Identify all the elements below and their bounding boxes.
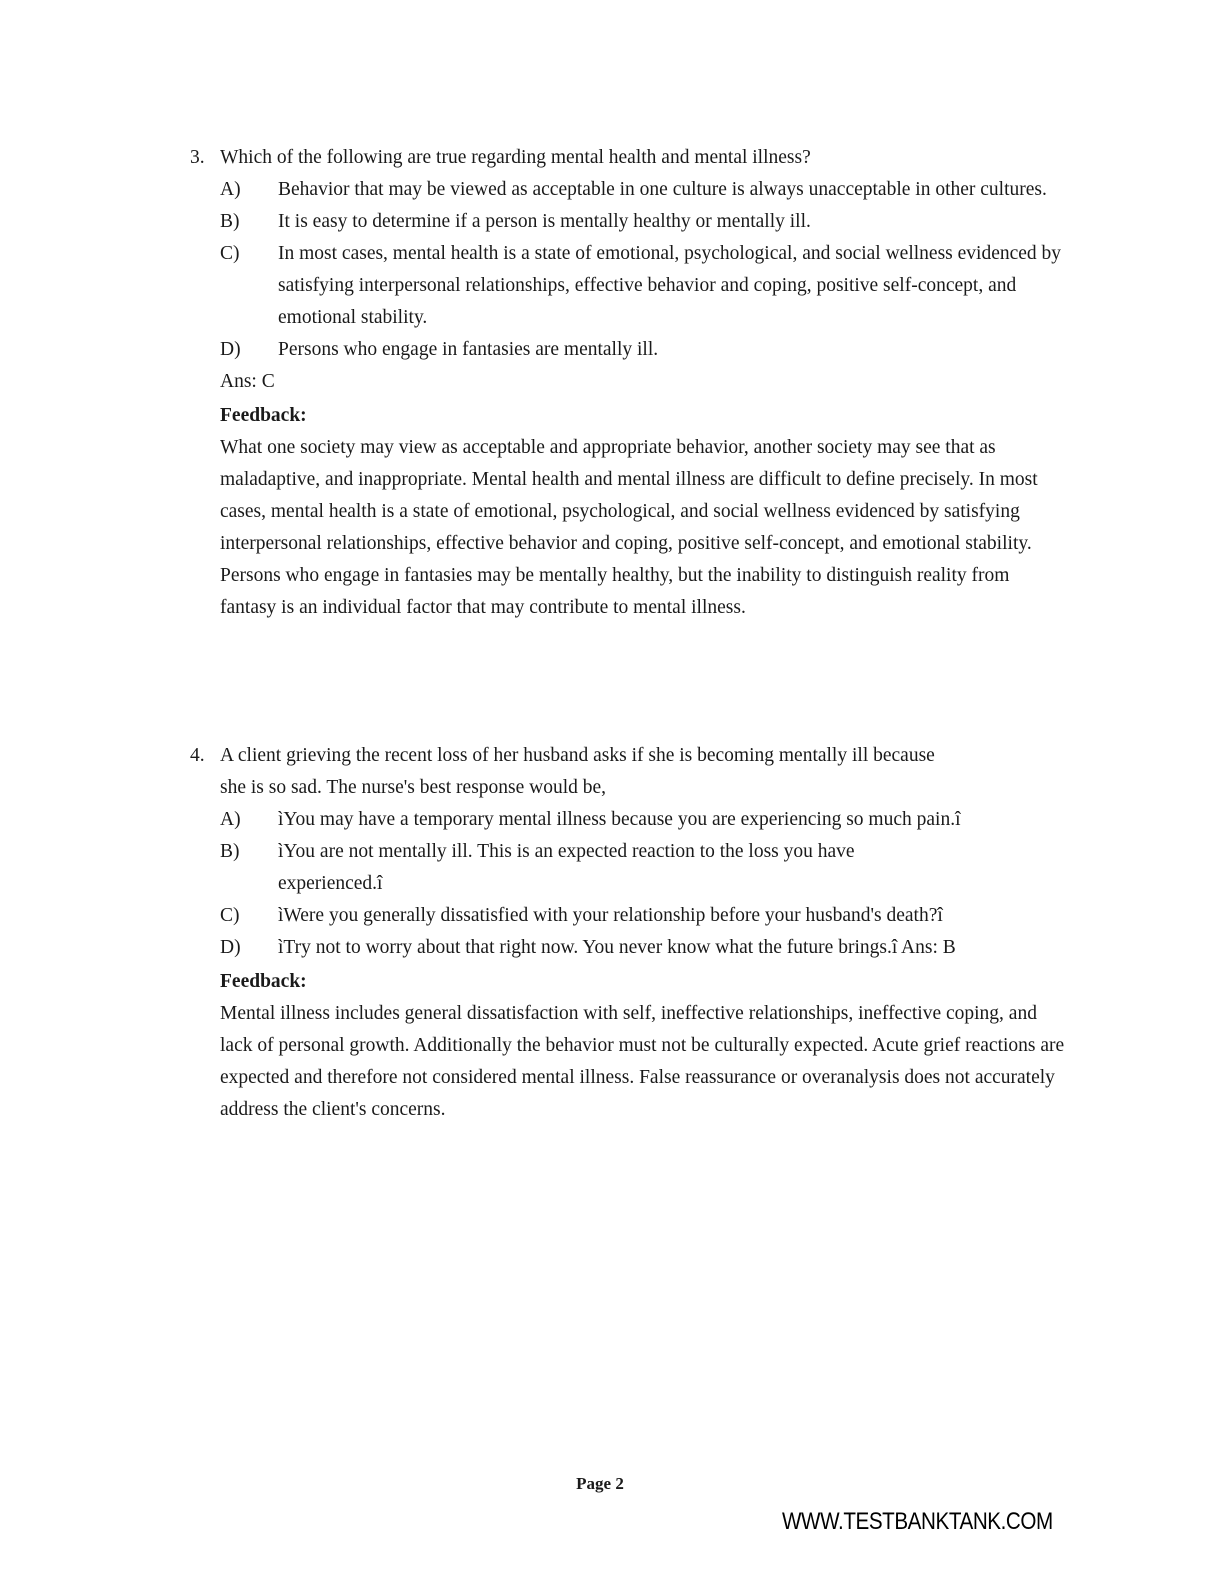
option-d [220, 334, 1070, 366]
feedback-text: What one society may view as acceptable and appropriate behavior, another society may see that as maladaptive, and inappropriate. Mental health and mental illness are difficult to define precisely. In most cases, mental health is a state of emotional, psychological, and social wellness evidenced by satisfying interpersonal relationships, effective behavior and coping, positive self-concept, and emotional stability. Persons who engage in fantasies may be mentally healthy, but the inability to distinguish reality from fantasy is an individual factor that may contribute to mental illness. [220, 437, 1038, 618]
option-b [220, 836, 1070, 900]
footer-website: WWW.TESTBANKTANK.COM [782, 1508, 1053, 1535]
option-letter: C) [220, 905, 240, 926]
option-text: ìTry not to worry about that right now. You never know what the future brings.î Ans: B [278, 937, 956, 958]
option-letter: A) [220, 179, 241, 200]
option-letter: B) [220, 841, 240, 862]
question-3 [190, 142, 1070, 624]
answer-options [220, 804, 1070, 964]
option-text: Behavior that may be viewed as acceptable in one culture is always unacceptable in other cultures. [278, 179, 1047, 200]
option-text: Persons who engage in fantasies are mentally ill. [278, 339, 659, 360]
option-text: ìYou may have a temporary mental illness because you are experiencing so much pain.î [278, 809, 961, 830]
option-text: In most cases, mental health is a state of emotional, psychological, and social wellness evidenced by satisfying interpersonal relationships, effective behavior and coping, positive self-concept, and emotional stability. [278, 243, 1062, 328]
option-text: It is easy to determine if a person is mentally healthy or mentally ill. [278, 211, 811, 232]
option-a [220, 174, 1070, 206]
feedback-text: Mental illness includes general dissatisfaction with self, ineffective relationships, ineffective coping, and lack of personal growth. Additionally the behavior must not be culturally expected. Acute grief reactions are expected and therefore not considered mental illness. False reassurance or overanalysis does not accurately address the client's concerns. [220, 1003, 1065, 1120]
question-number: 3. [190, 147, 205, 168]
option-letter: D) [220, 339, 241, 360]
option-letter: D) [220, 937, 241, 958]
option-letter: A) [220, 809, 241, 830]
option-a [220, 804, 1070, 836]
page-number: Page 2 [576, 1474, 624, 1493]
feedback-heading: Feedback: [220, 971, 307, 992]
option-c [220, 900, 1070, 932]
option-letter: B) [220, 211, 240, 232]
question-stem: Which of the following are true regarding mental health and mental illness? [220, 147, 811, 168]
option-text: ìWere you generally dissatisfied with your relationship before your husband's death?î [278, 905, 943, 926]
question-stem-line [190, 740, 1070, 804]
question-stem-line [190, 142, 1070, 174]
option-letter: C) [220, 243, 240, 264]
question-number: 4. [190, 745, 205, 766]
option-text: ìYou are not mentally ill. This is an expected reaction to the loss you have experienced.î [278, 841, 855, 894]
option-d [220, 932, 1070, 964]
option-b [220, 206, 1070, 238]
feedback-heading: Feedback: [220, 405, 307, 426]
option-c [220, 238, 1070, 334]
question-stem: A client grieving the recent loss of her husband asks if she is becoming mentally ill because she is so sad. The nurse's best response would be, [220, 745, 935, 798]
answer-key: Ans: C [220, 371, 275, 392]
question-4 [190, 740, 1070, 1126]
answer-options [220, 174, 1070, 366]
